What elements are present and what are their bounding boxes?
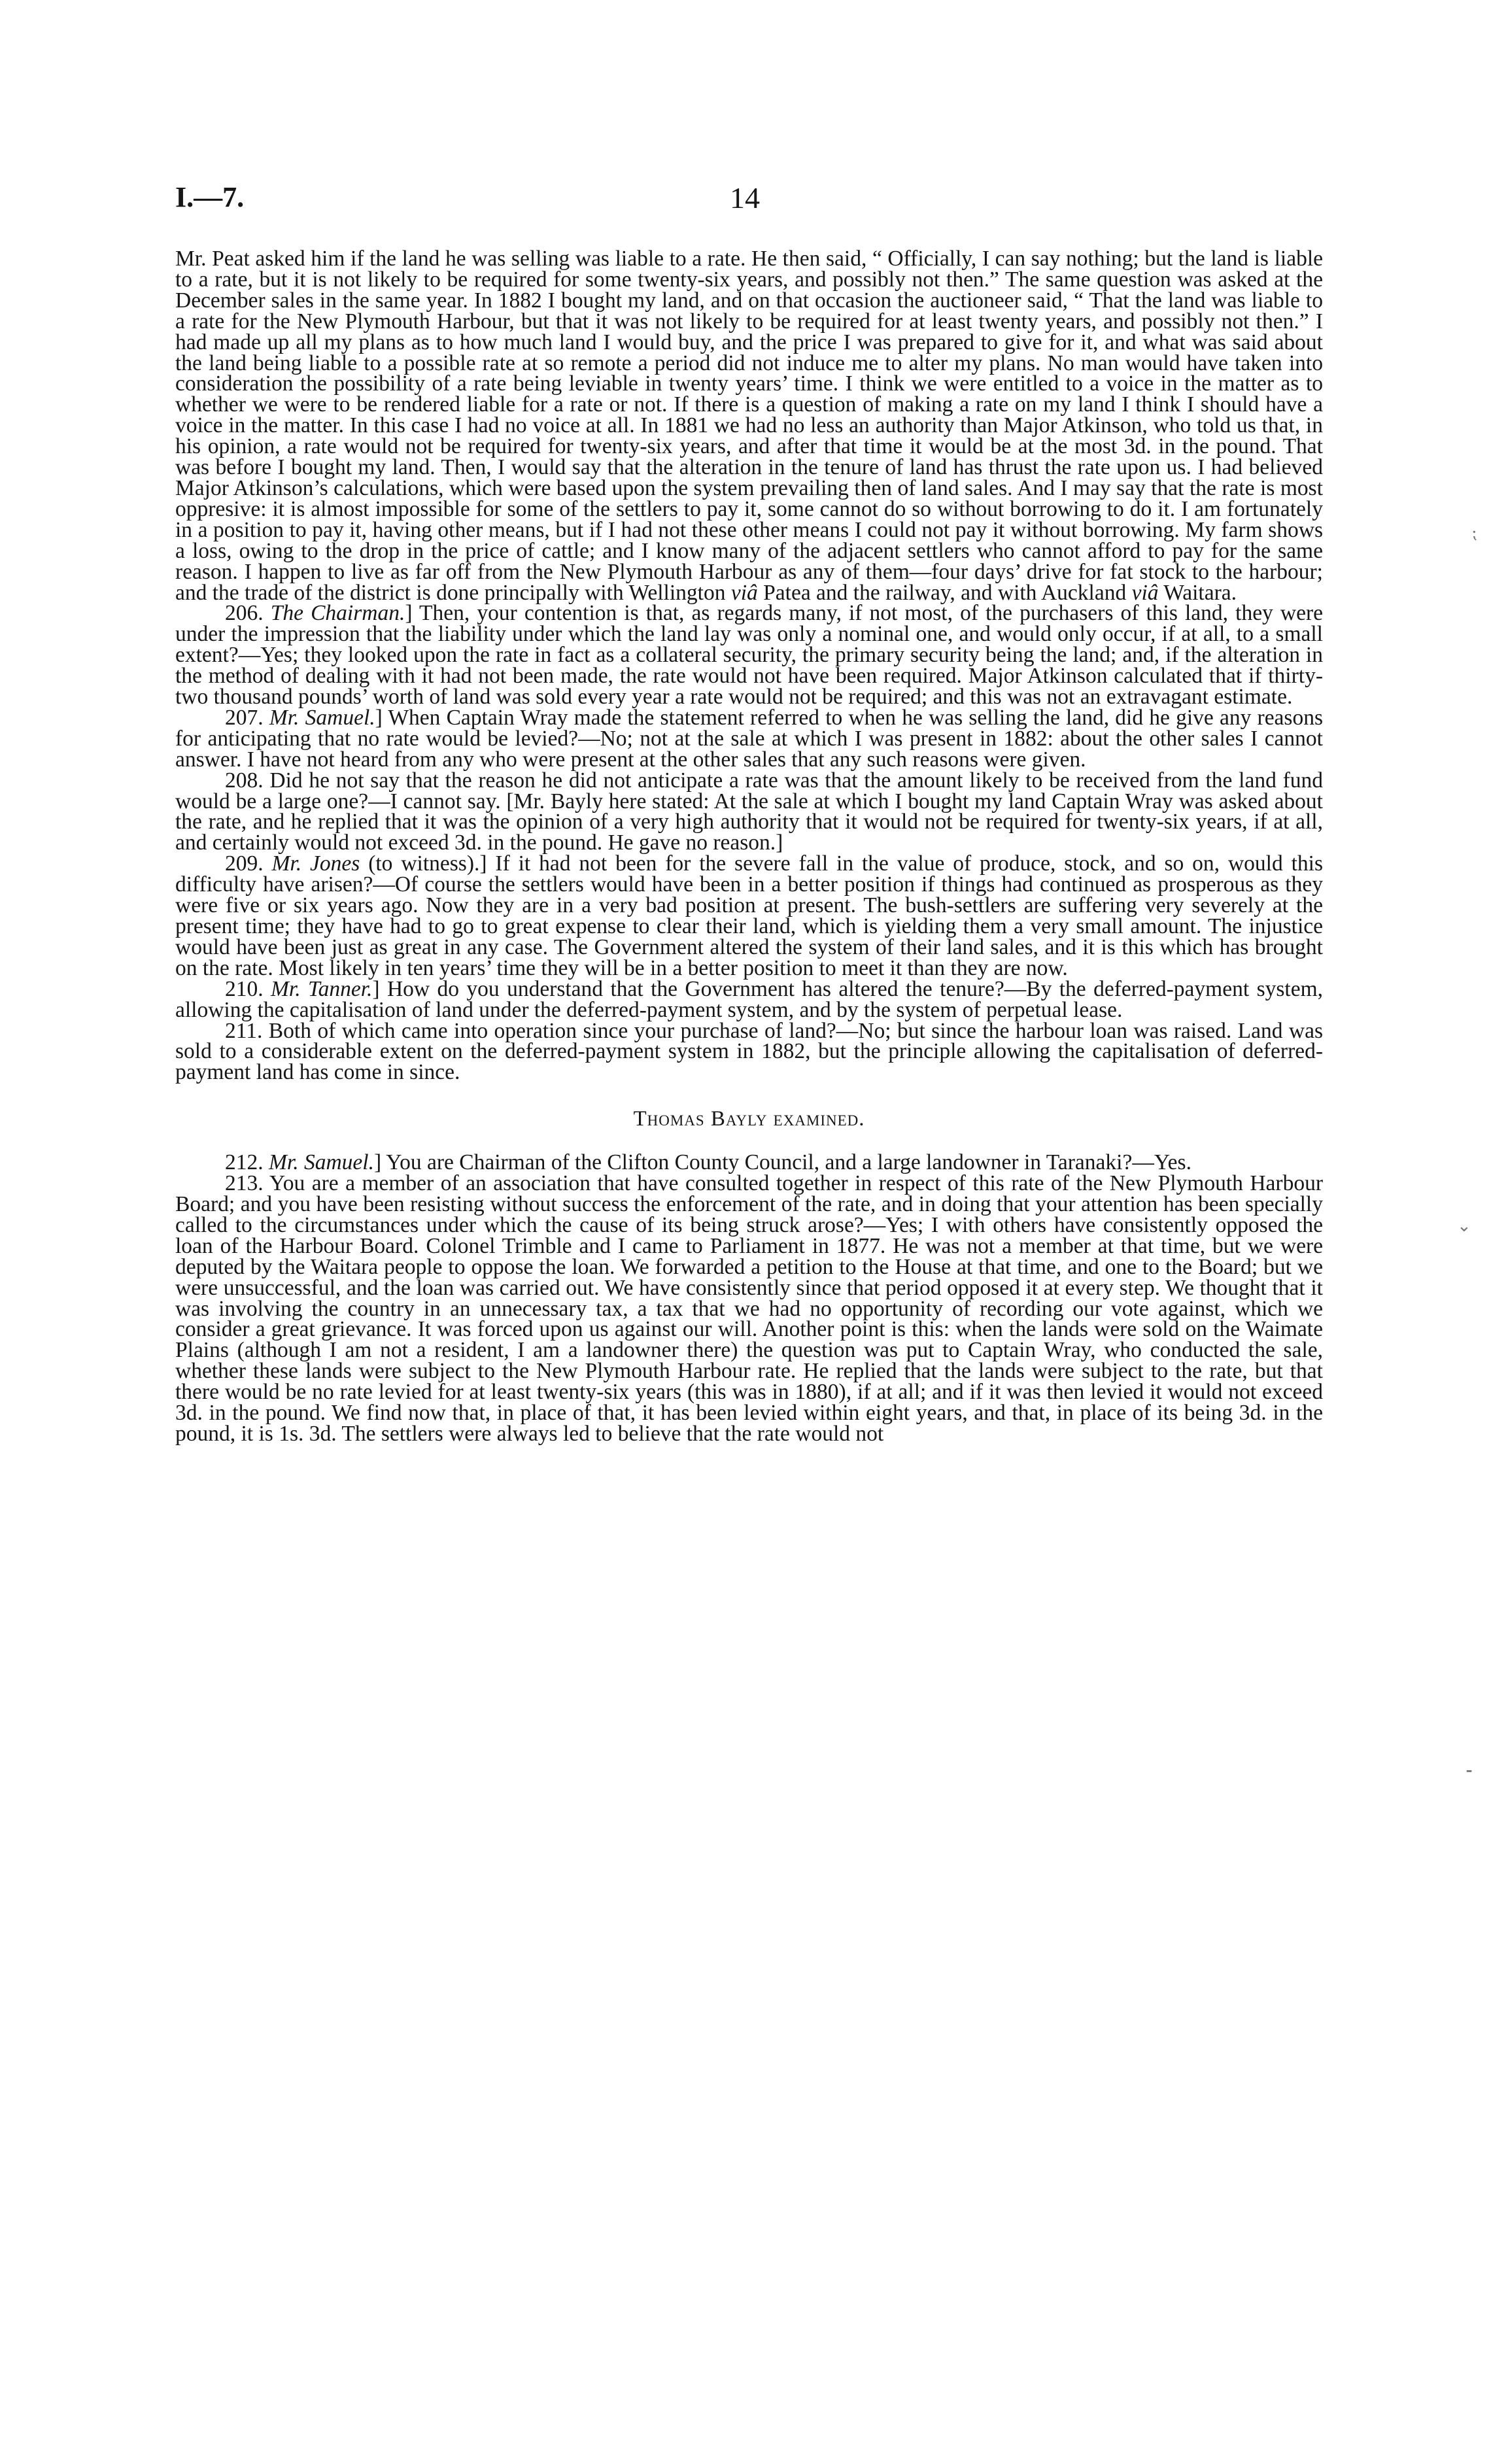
witness-heading: Thomas Bayly examined. <box>633 1107 865 1131</box>
question-text: ] When Captain Wray made the statement referred to when he was selling the land, did he give any reasons for anticipating that no rate would be levied?—No; not at the sale at which I was present in 1882: about the other sales I cannot answer. I have not heard from any who were present at the other sales that any such reasons were given. <box>175 705 1324 772</box>
question-number: 213. <box>225 1171 264 1196</box>
speaker: Mr. Samuel. <box>269 1150 374 1175</box>
page-number: 14 <box>730 181 760 214</box>
speaker: Mr. Tanner. <box>271 976 373 1001</box>
question-206 <box>175 603 1323 708</box>
question-211 <box>175 1018 1324 1085</box>
body-text <box>175 248 1323 1445</box>
question-text: ] You are Chairman of the Clifton County Council, and a large landowner in Taranaki?—Yes. <box>373 1150 1191 1175</box>
question-number: 212. <box>225 1150 264 1175</box>
question-text: Did he not say that the reason he did not anticipate a rate was that the amount likely to be received from the land fund would be a large one?—I cannot say. [Mr. Bayly here stated: At the sale at which I bought my land Captain Wray was asked about the rate, and he replied that it was the opinion of a very high authority that it would not be required for twenty-six years, if at all, and certainly would not exceed 3d. in the pound. He gave no reason.] <box>175 768 1323 855</box>
question-text: Both of which came into operation since your purchase of land?—No; but since the harbour loan was raised. Land was sold to a considerable extent on the deferred-payment system in 1882, but the principle allowing the capitalisation of deferred-payment land has come in since. <box>175 1018 1324 1085</box>
paragraph-continuation: Mr. Peat asked him if the land he was selling was liable to a rate. He then said, “ Officially, I can say nothing; but the land is liable to a rate, but it is not likely to be required for some twenty-six years, and possibly not then.” The same question was asked at the December sales in the same year. In 1882 I bought my land, and on that occasion the auctioneer said, “ That the land was liable to a rate for the New Plymouth Harbour, but that it was not likely to be required for at least twenty years, and possibly not then.” I had made up all my plans as to how much land I would buy, and the price I was prepared to give for it, and what was said about the land being liable to a possible rate at so remote a period did not induce me to alter my plans. No man would have taken into consideration the possibility of a rate being leviable in twenty years’ time. I think we were entitled to a voice in the matter as to whether we were to be rendered liable for a rate or not. If there is a question of making a rate on my land I think I should have a voice in the matter. In this case I had no voice at all. In 1881 we had no less an authority than Major Atkinson, who told us that, in his opinion, a rate would not be required for twenty-six years, and after that time it would be at the most 3d. in the pound. That was before I bought my land. Then, I would say that the alteration in the tenure of land has thrust the rate upon us. I had believed Major Atkinson’s calculations, which were based upon the system prevailing then of land sales. And I may say that the rate is most oppresive: it is almost impossible for some of the settlers to pay it, some cannot do so without borrowing to do it. I am fortunately in a position to pay it, having other means, but if I had not these other means I could not pay it without borrowing. My farm shows a loss, owing to the drop in the price of cattle; and I know many of the adjacent settlers who cannot afford to pay for the same reason. I happen to live as far off from the New Plymouth Harbour as any of them—four days’ drive for fat stock to the harbour; and the trade of the district is done principally with Wellington viâ Patea and the railway, and with Auckland viâ Waitara. <box>175 247 1323 605</box>
question-number: 208. <box>225 768 264 793</box>
question-number: 211. <box>225 1018 263 1043</box>
margin-speck: ⁃ <box>1465 1762 1473 1781</box>
question-210 <box>175 976 1323 1022</box>
question-number: 209. <box>225 851 264 876</box>
question-text: You are a member of an association that have consulted together in respect of this rate of the New Plymouth Harbour Board; and you have been resisting without success the enforcement of the rate, and in doing that your attention has been specially called to the circumstances under which the cause of its being struck arose?—Yes; I with others have consistently opposed the loan of the Harbour Board. Colonel Trimble and I came to Parliament in 1877. He was not a member at that time, but we were deputed by the Waitara people to oppose the loan. We forwarded a petition to the House at that time, and one to the Board; but we were unsuccessful, and the loan was carried out. We have consistently since that period opposed it at every step. We thought that it was involving the country in an unnecessary tax, a tax that we had no opportunity of recording our vote against, which we consider a great grievance. It was forced upon us against our will. Another point is this: when the lands were sold on the Waimate Plains (although I am not a resident, I am a landowner there) the question was put to Captain Wray, who conducted the sale, whether these lands were subject to the New Plymouth Harbour rate. He replied that the lands were subject to the rate, but that there would be no rate levied for at least twenty-six years (this was in 1880), if at all; and if it was then levied it would not exceed 3d. in the pound. We find now that, in place of that, it has been levied within eight years, and that, in place of its being 3d. in the pound, it is 1s. 3d. The settlers were always led to believe that the rate would not <box>175 1171 1323 1446</box>
question-number: 207. <box>225 705 264 730</box>
page-header <box>175 180 1323 220</box>
speaker: Mr. Samuel. <box>269 705 375 730</box>
question-209 <box>175 853 1323 978</box>
speaker: Mr. Jones <box>271 851 360 876</box>
speaker: The Chairman. <box>270 601 405 626</box>
question-207 <box>175 705 1324 772</box>
question-text: ] Then, your contention is that, as regards many, if not most, of the purchasers of this land, they were under the impression that the liability under which the land lay was only a nominal one, and would only occur, if at all, to a small extent?—Yes; they looked upon the rate in fact as a collateral security, the primary security being the land; and, if the alteration in the method of dealing with it had not been made, the rate would not have been required. Major Atkinson calculated that if thirty-two thousand pounds’ worth of land was sold every year a rate would not be required; and this was not an extravagant estimate. <box>175 601 1324 710</box>
question-number: 210. <box>225 976 264 1001</box>
question-text: (to witness).] If it had not been for the severe fall in the value of produce, stock, and so on, would this difficulty have arisen?—Of course the settlers would have been in a better position if things had continued as prosperous as they were five or six years ago. Now they are in a very bad position at present. The bush-settlers are suffering very severely at the present time; they have had to go to great expense to clear their land, which is yielding them a very small amount. The injustice would have been just as great in any case. The Government altered the system of their land sales, and it is this which has brought on the rate. Most likely in ten years’ time they will be in a better position to meet it than they are now. <box>175 851 1323 980</box>
question-212 <box>175 1152 1323 1173</box>
margin-speck: ⁏ <box>1471 523 1477 542</box>
question-text: ] How do you understand that the Government has altered the tenure?—By the deferred-payment system, allowing the capitalisation of land under the deferred-payment system, and by the system of perpetual lease. <box>175 976 1323 1022</box>
question-number: 206. <box>225 601 264 626</box>
document-reference: I.—7. <box>175 181 245 213</box>
margin-speck: ⌄ <box>1457 1216 1471 1235</box>
question-213 <box>175 1173 1323 1445</box>
question-208 <box>175 770 1323 854</box>
